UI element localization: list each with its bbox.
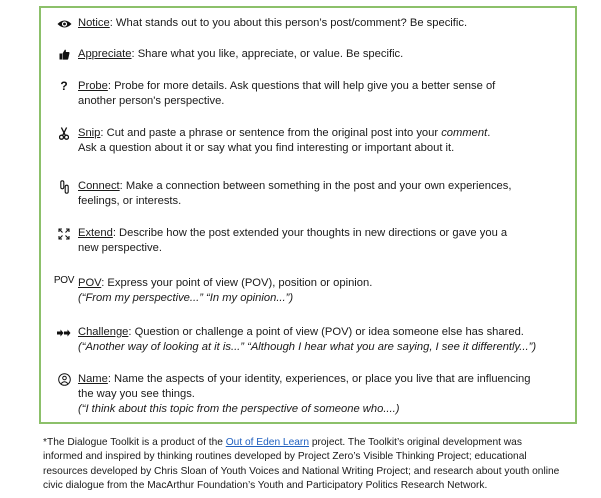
probe-name: Probe [78, 80, 108, 92]
pov-icon: POV [53, 275, 75, 286]
footnote: *The Dialogue Toolkit is a product of the Out of Eden Learn project. The Toolkit’s original development was informed and inspired by thinking routines developed by Project Zero’s Visible Thinking Project; educational resources developed by Chris Sloan of Youth Voices and National Writing Project; and research about youth online civic dialogue from the MacArthur Foundation’s Youth and Participatory Politics Research Network. [43, 437, 560, 491]
appreciate-name: Appreciate [78, 48, 132, 60]
expand-icon [56, 226, 72, 241]
connect-name: Connect [78, 180, 120, 192]
pov-name: POV [78, 277, 102, 289]
out-of-eden-learn-link[interactable]: Out of Eden Learn [225, 437, 309, 448]
challenge-name: Challenge [78, 326, 129, 338]
notice-name: Notice [78, 17, 110, 29]
question-icon: ? [60, 79, 68, 93]
scissors-icon [56, 126, 72, 141]
eye-icon [56, 16, 72, 31]
person-icon [56, 372, 72, 387]
thumbs-up-icon [56, 47, 72, 62]
link-icon [56, 179, 72, 194]
snip-name: Snip [78, 127, 101, 139]
name-name: Name [78, 373, 108, 385]
toolkit-box [39, 6, 577, 424]
extend-name: Extend [78, 227, 113, 239]
arrows-icon [56, 325, 72, 340]
